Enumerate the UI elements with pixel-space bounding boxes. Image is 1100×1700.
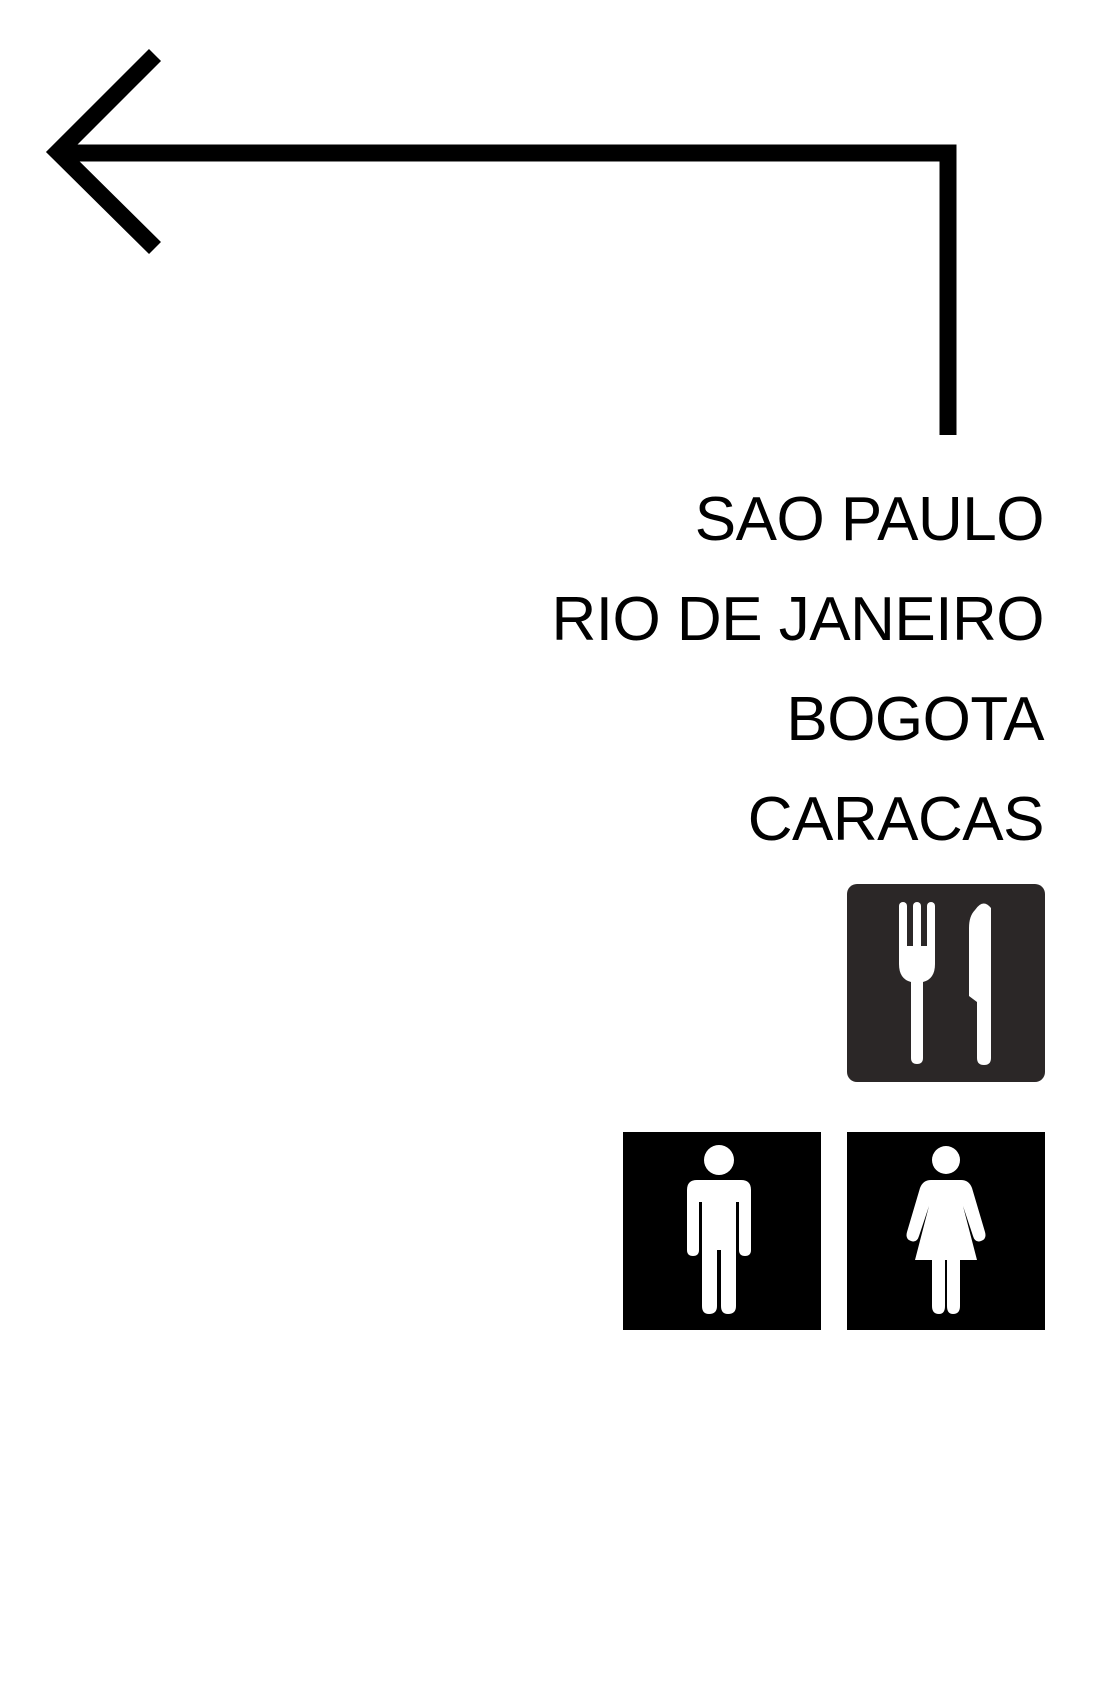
destination-sao-paulo: SAO PAULO bbox=[694, 485, 1044, 554]
left-arrow-icon bbox=[0, 0, 1100, 460]
destination-list bbox=[551, 470, 1044, 870]
destination-bogota: BOGOTA bbox=[786, 685, 1044, 754]
destination-caracas: CARACAS bbox=[747, 785, 1044, 854]
restaurant-icon bbox=[847, 884, 1045, 1082]
men-restroom-icon bbox=[623, 1132, 821, 1330]
women-restroom-icon bbox=[847, 1132, 1045, 1330]
destination-rio-de-janeiro: RIO DE JANEIRO bbox=[551, 585, 1044, 654]
